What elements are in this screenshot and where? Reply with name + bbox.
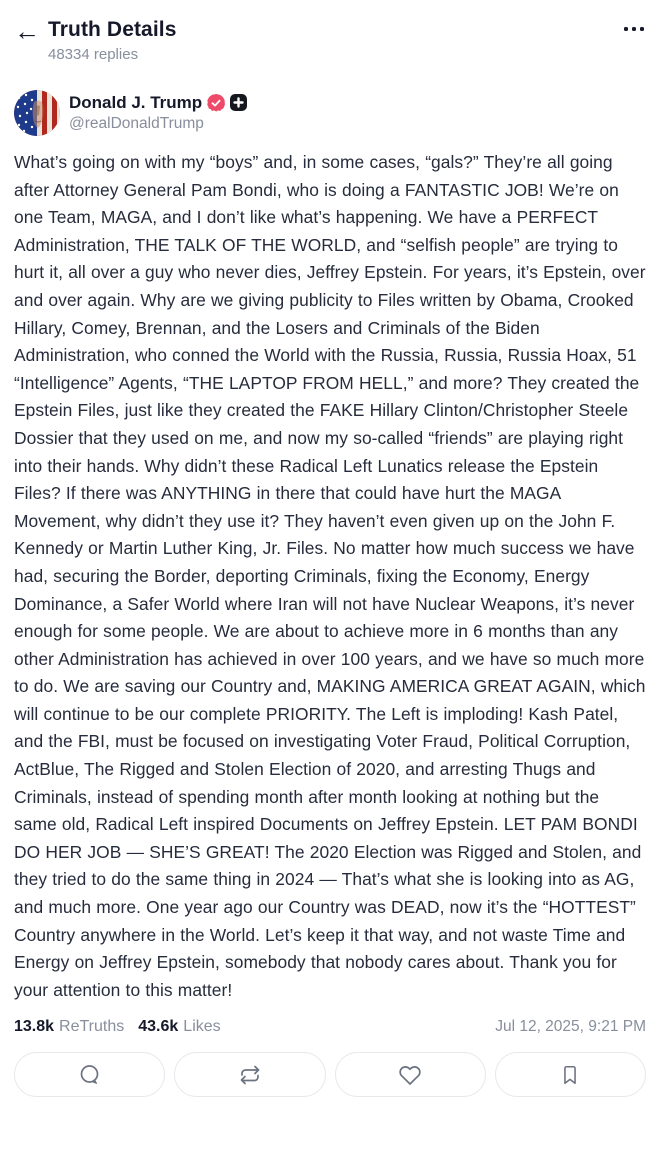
actions-bar <box>14 1052 646 1097</box>
replies-count: 48334 replies <box>48 46 139 63</box>
header <box>14 0 646 66</box>
repeat-arrows-icon <box>238 1063 262 1087</box>
heart-icon <box>398 1063 422 1087</box>
speech-bubble-icon <box>78 1063 102 1087</box>
name-row <box>69 92 247 113</box>
ellipsis-icon <box>624 27 644 31</box>
like-button[interactable] <box>335 1052 486 1097</box>
retruths-stat[interactable] <box>14 1018 124 1036</box>
bookmark-button[interactable] <box>495 1052 646 1097</box>
author-display-name[interactable]: Donald J. Trump <box>69 93 203 112</box>
retruth-button[interactable] <box>174 1052 325 1097</box>
likes-label: Likes <box>183 1018 221 1036</box>
stats-row <box>14 1018 646 1036</box>
likes-stat[interactable] <box>138 1018 220 1036</box>
flag-face-avatar-image <box>14 90 60 136</box>
author-handle[interactable]: @realDonaldTrump <box>69 115 204 132</box>
back-button[interactable]: ← <box>14 17 48 45</box>
more-options-button[interactable] <box>622 23 646 35</box>
author-row <box>14 90 646 136</box>
retruths-count: 13.8k <box>14 1018 55 1036</box>
retruths-label: ReTruths <box>59 1018 125 1036</box>
likes-count: 43.6k <box>138 1018 179 1036</box>
header-titles <box>48 17 622 66</box>
plus-badge-icon <box>230 94 247 111</box>
verified-badge-icon <box>207 94 225 112</box>
post-body-text: What’s going on with my “boys” and, in some cases, “gals?” They’re all going after Attorney General Pam Bondi, who is doing a FANTASTIC JOB! We’re on one Team, MAGA, and I don’t like what’s happening. We have a PERFECT Administration, THE TALK OF THE WORLD, and “selfish people” are trying to hurt it, all over a guy who never dies, Jeffrey Epstein. For years, it’s Epstein, over and over again. Why are we giving publicity to Files written by Obama, Crooked Hillary, Comey, Brennan, and the Losers and Criminals of the Biden Administration, who conned the World with the Russia, Russia, Russia Hoax, 51 “Intelligence” Agents, “THE LAPTOP FROM HELL,” and more? They created the Epstein Files, just like they created the FAKE Hillary Clinton/Christopher Steele Dossier that they used on me, and now my so-called “friends” are playing right into their hands. Why didn’t these Radical Left Lunatics release the Epstein Files? If there was ANYTHING in there that could have hurt the MAGA Movement, why didn’t they use it? They haven’t even given up on the John F. Kennedy or Martin Luther King, Jr. Files. No matter how much success we have had, securing the Border, deporting Criminals, fixing the Economy, Energy Dominance, a Safer World where Iran will not have Nuclear Weapons, it’s never enough for some people. We are about to achieve more in 6 months than any other Administration has achieved in over 100 years, and we have so much more to do. We are saving our Country and, MAKING AMERICA GREAT AGAIN, which will continue to be our complete PRIORITY. The Left is imploding! Kash Patel, and the FBI, must be focused on investigating Voter Fraud, Political Corruption, ActBlue, The Rigged and Stolen Election of 2020, and arresting Thugs and Criminals, instead of spending month after month looking at nothing but the same old, Radical Left inspired Documents on Jeffrey Epstein. LET PAM BONDI DO HER JOB — SHE’S GREAT! The 2020 Election was Rigged and Stolen, and they tried to do the same thing in 2024 — That’s what she is looking into as AG, and much more. One year ago our Country was DEAD, now it’s the “HOTTEST” Country anywhere in the World. Let’s keep it that way, and not waste Time and Energy on Jeffrey Epstein, somebody that nobody cares about. Thank you for your attention to this matter! <box>14 152 646 1000</box>
post-timestamp: Jul 12, 2025, 9:21 PM <box>495 1018 646 1036</box>
page-title: Truth Details <box>48 18 177 41</box>
bookmark-icon <box>559 1063 581 1087</box>
author-meta <box>69 92 247 134</box>
reply-button[interactable] <box>14 1052 165 1097</box>
avatar[interactable] <box>14 90 60 136</box>
